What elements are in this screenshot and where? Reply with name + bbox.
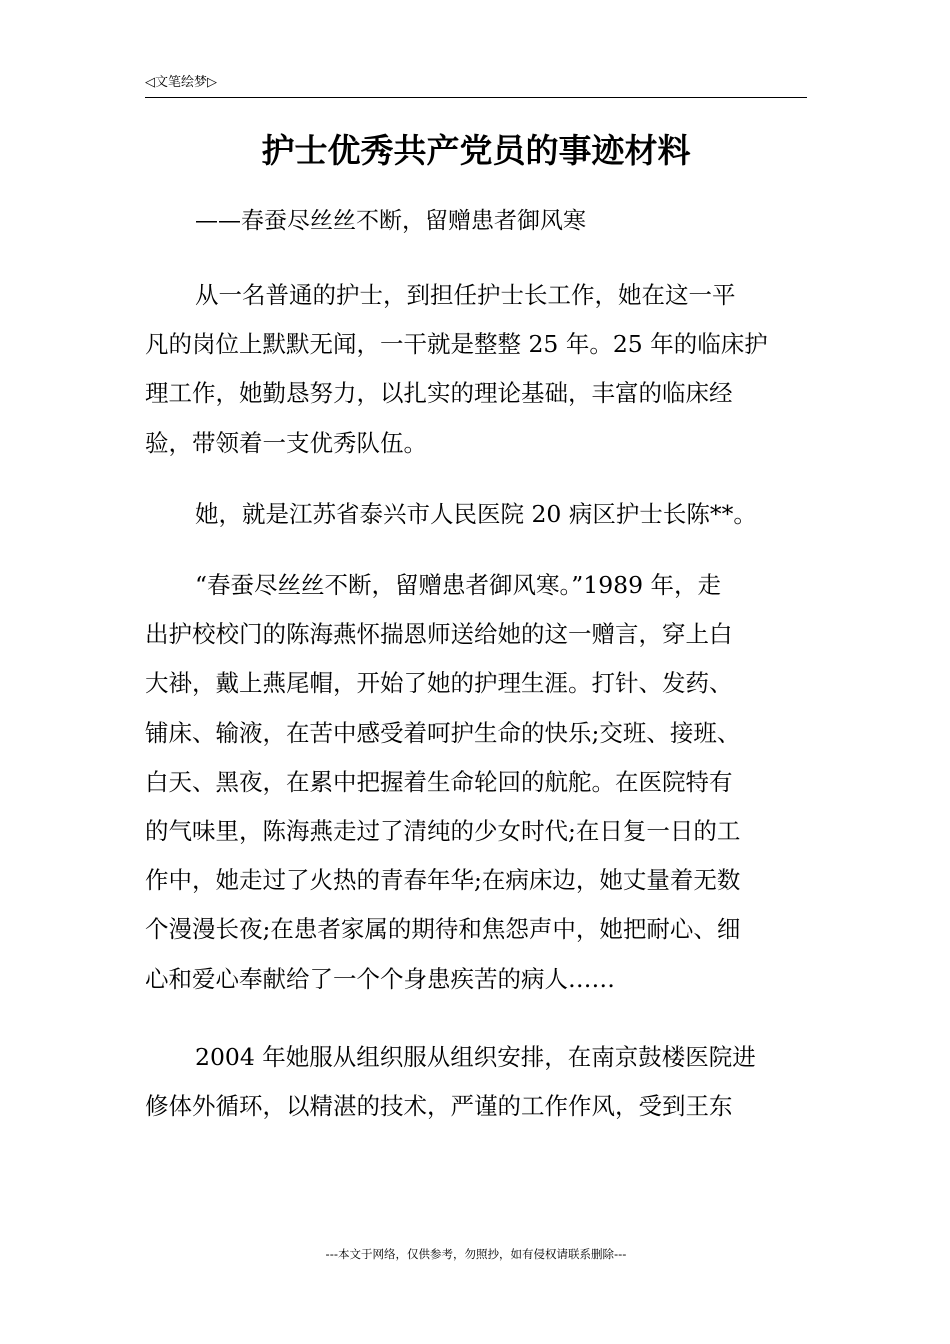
header-divider: [145, 97, 807, 98]
paragraph-line: 铺床、输液，在苦中感受着呵护生命的快乐;交班、接班、: [145, 718, 741, 747]
paragraph-line: 出护校校门的陈海燕怀揣恩师送给她的这一赠言，穿上白: [145, 620, 733, 649]
paragraph-line: 大褂，戴上燕尾帽，开始了她的护理生涯。打针、发药、: [145, 669, 733, 698]
paragraph-line: 2004 年她服从组织服从组织安排，在南京鼓楼医院进: [195, 1043, 756, 1071]
paragraph-line: “春蚕尽丝丝不断，留赠患者御风寒。”1989 年，走: [195, 571, 722, 599]
header-brand: ◁文笔绘梦▷: [145, 75, 217, 90]
paragraph-line: 从一名普通的护士，到担任护士长工作，她在这一平: [195, 281, 736, 309]
paragraph-line: 作中，她走过了火热的青春年华;在病床边，她丈量着无数: [145, 866, 741, 895]
document-subtitle: ——春蚕尽丝丝不断，留赠患者御风寒: [195, 208, 586, 234]
paragraph-2: [145, 490, 815, 539]
paragraph-4: [145, 1033, 815, 1131]
paragraph-line: 理工作，她勤恳努力，以扎实的理论基础，丰富的临床经: [145, 379, 733, 408]
paragraph-line: 白天、黑夜，在累中把握着生命轮回的航舵。在医院特有: [145, 767, 733, 796]
paragraph-line: 个漫漫长夜;在患者家属的期待和焦怨声中，她把耐心、细: [145, 915, 741, 944]
paragraph-line: 的气味里，陈海燕走过了清纯的少女时代;在日复一日的工: [145, 816, 741, 845]
paragraph-3: [145, 561, 815, 1004]
paragraph-line: 凡的岗位上默默无闻，一干就是整整 25 年。25 年的临床护: [145, 330, 768, 359]
paragraph-line: 验，带领着一支优秀队伍。: [145, 428, 427, 457]
paragraph-1: [145, 271, 815, 468]
paragraph-line: 她，就是江苏省泰兴市人民医院 20 病区护士长陈**。: [195, 500, 757, 528]
footer-disclaimer: ---本文于网络，仅供参考，勿照抄，如有侵权请联系删除---: [325, 1247, 627, 1261]
paragraph-line: 心和爱心奉献给了一个个身患疾苦的病人……: [145, 964, 615, 993]
paragraph-line: 修体外循环，以精湛的技术，严谨的工作作风，受到王东: [145, 1092, 733, 1121]
document-title: 护士优秀共产党员的事迹材料: [261, 131, 691, 170]
